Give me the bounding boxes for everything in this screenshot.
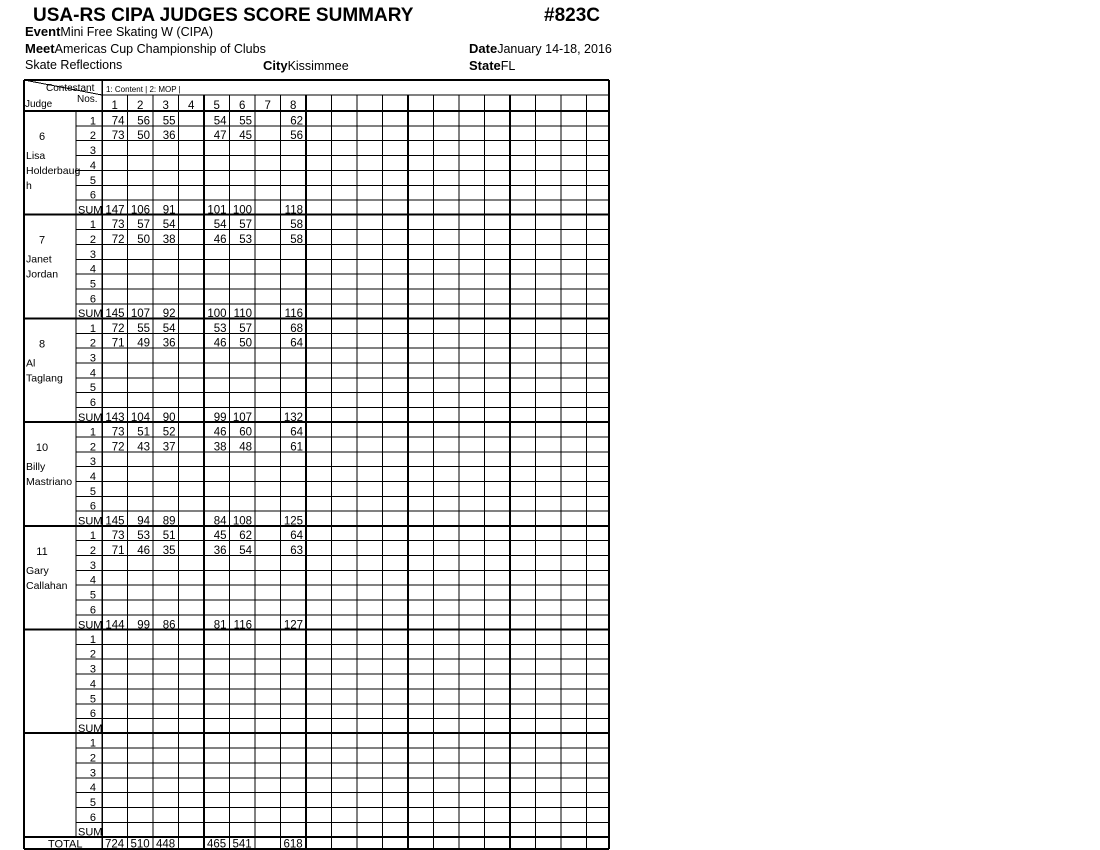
sum-cell: 110: [233, 308, 252, 321]
judge-number: 7: [38, 234, 46, 247]
sum-cell: 116: [233, 619, 252, 632]
date-value: January 14-18, 2016: [497, 42, 612, 56]
contestant-number: 3: [162, 100, 169, 112]
sum-cell: 86: [162, 619, 176, 632]
sum-cell: 107: [130, 308, 150, 321]
sum-label: SUM: [78, 826, 103, 839]
row-number: 3: [89, 559, 96, 572]
state-label: State: [469, 58, 501, 73]
row-number: 6: [89, 500, 96, 513]
judge-name: Gary: [26, 564, 49, 577]
score-cell: 36: [162, 337, 176, 350]
score-cell: 43: [137, 441, 150, 454]
score-cell: 63: [290, 545, 303, 557]
sum-cell: 116: [284, 308, 303, 321]
contestant-number: 8: [290, 100, 297, 112]
judge-name: Billy: [26, 461, 46, 474]
row-number: 4: [89, 367, 96, 380]
row-number: 1: [89, 219, 96, 232]
event-label: Event: [25, 24, 61, 39]
row-number: 2: [89, 648, 96, 661]
judge-name: Mastriano: [26, 476, 73, 489]
sum-cell: 107: [232, 411, 252, 424]
row-number: 5: [89, 796, 96, 809]
score-cell: 73: [111, 130, 125, 143]
corner-judge-label: Judge: [25, 99, 53, 110]
sum-cell: 145: [105, 515, 125, 528]
score-cell: 72: [111, 322, 125, 335]
sum-cell: 101: [207, 204, 227, 217]
total-cell: 541: [232, 838, 252, 850]
score-cell: 50: [137, 233, 150, 246]
row-number: 4: [89, 678, 96, 691]
judge-name: Taglang: [26, 372, 63, 385]
score-cell: 71: [111, 545, 125, 557]
event-value: Mini Free Skating W (CIPA): [60, 25, 213, 39]
sum-cell: 125: [283, 515, 303, 528]
contestant-number: 6: [239, 100, 246, 112]
score-cell: 45: [239, 130, 252, 143]
score-cell: 55: [239, 115, 252, 128]
score-cell: 55: [162, 115, 176, 128]
score-cell: 68: [290, 322, 303, 335]
total-cell: 510: [130, 838, 150, 850]
score-cell: 47: [213, 130, 227, 143]
contestant-number: 2: [137, 100, 144, 112]
judge-number: 8: [38, 338, 46, 351]
sum-cell: 89: [162, 515, 176, 528]
score-cell: 38: [162, 233, 176, 246]
date-label: Date: [469, 41, 498, 56]
form-number: #823C: [544, 5, 600, 26]
score-cell: 71: [111, 337, 125, 350]
score-cell: 64: [290, 426, 303, 439]
row-number: 6: [89, 293, 96, 306]
row-number: 6: [89, 811, 96, 824]
row-number: 3: [89, 456, 96, 469]
row-number: 1: [89, 530, 96, 543]
sum-cell: 81: [213, 619, 227, 632]
sum-label: SUM: [78, 411, 103, 424]
score-cell: 37: [162, 441, 176, 454]
sum-cell: 99: [137, 619, 150, 632]
row-number: 4: [89, 263, 96, 276]
row-number: 3: [89, 663, 96, 676]
sum-cell: 91: [162, 204, 176, 217]
judge-name: Jordan: [26, 268, 59, 281]
row-number: 2: [89, 130, 96, 143]
sum-label: SUM: [78, 515, 103, 528]
score-cell: 53: [239, 233, 252, 246]
row-number: 4: [89, 471, 96, 483]
row-number: 3: [89, 767, 96, 780]
row-number: 6: [89, 189, 96, 202]
score-cell: 38: [213, 441, 227, 454]
score-cell: 49: [137, 337, 150, 350]
score-cell: 50: [137, 130, 150, 143]
score-cell: 74: [111, 115, 125, 128]
score-cell: 51: [162, 530, 176, 543]
score-cell: 50: [239, 337, 252, 350]
score-cell: 58: [290, 233, 303, 246]
score-cell: 57: [137, 219, 150, 232]
row-number: 5: [89, 174, 96, 187]
state-value: FL: [500, 59, 516, 73]
contestant-number: 5: [213, 100, 220, 112]
row-number: 6: [89, 708, 96, 721]
judge-name: Janet: [26, 253, 52, 266]
score-cell: 46: [213, 233, 227, 246]
sum-cell: 127: [283, 619, 303, 632]
score-cell: 35: [162, 545, 176, 557]
score-cell: 73: [111, 426, 125, 439]
row-number: 3: [89, 352, 96, 365]
score-cell: 73: [111, 530, 125, 543]
contestant-number: 7: [264, 100, 271, 112]
judge-number: 10: [35, 442, 49, 455]
row-number: 5: [89, 693, 96, 706]
page-title: USA-RS CIPA JUDGES SCORE SUMMARY: [33, 5, 414, 26]
row-number: 6: [89, 604, 96, 617]
sum-label: SUM: [78, 619, 103, 632]
score-cell: 53: [213, 322, 227, 335]
row-number: 1: [89, 115, 96, 128]
club-name: Skate Reflections: [25, 58, 123, 72]
city-label: City: [263, 58, 288, 73]
row-number: 2: [89, 337, 96, 350]
total-cell: 724: [105, 838, 125, 850]
sum-cell: 90: [162, 411, 176, 424]
row-number: 3: [89, 248, 96, 261]
row-number: 6: [89, 397, 96, 409]
score-cell: 54: [213, 115, 227, 128]
sum-cell: 100: [207, 308, 227, 321]
score-cell: 54: [239, 545, 252, 557]
judge-name: Al: [26, 357, 36, 370]
score-cell: 73: [111, 219, 125, 232]
score-cell: 64: [290, 337, 303, 350]
row-number: 1: [89, 322, 96, 335]
score-cell: 56: [137, 115, 150, 128]
sum-cell: 92: [162, 308, 176, 321]
row-number: 5: [89, 485, 96, 498]
sum-cell: 94: [137, 515, 150, 528]
judge-number: 11: [36, 545, 48, 558]
score-cell: 46: [137, 545, 150, 557]
row-number: 4: [89, 159, 96, 172]
contestant-number: 1: [111, 100, 118, 112]
row-number: 2: [89, 441, 96, 454]
total-cell: 618: [283, 838, 303, 850]
score-cell: 54: [213, 219, 227, 232]
sum-cell: 108: [232, 515, 252, 528]
sum-cell: 99: [213, 411, 227, 424]
score-cell: 61: [290, 441, 303, 454]
row-number: 2: [89, 233, 96, 246]
score-cell: 46: [213, 337, 227, 350]
row-number: 5: [89, 382, 96, 395]
meet-value: Americas Cup Championship of Clubs: [54, 42, 266, 56]
total-cell: 448: [156, 838, 176, 850]
row-number: 2: [89, 752, 96, 765]
score-cell: 54: [162, 219, 176, 232]
score-cell: 45: [213, 530, 227, 543]
row-number: 3: [89, 145, 96, 158]
row-number: 1: [89, 737, 96, 750]
score-cell: 56: [290, 130, 303, 143]
row-number: 1: [89, 426, 96, 439]
judge-name: Holderbaug: [26, 165, 81, 177]
sum-cell: 147: [105, 204, 125, 217]
sum-cell: 118: [284, 204, 303, 217]
score-cell: 51: [137, 426, 150, 439]
score-cell: 55: [137, 322, 150, 335]
sum-cell: 104: [130, 411, 150, 424]
score-cell: 54: [162, 322, 176, 335]
sum-label: SUM: [78, 722, 103, 735]
row-number: 4: [89, 574, 96, 587]
sum-cell: 144: [105, 619, 125, 632]
score-cell: 72: [111, 233, 125, 246]
score-cell: 36: [162, 130, 176, 143]
score-cell: 36: [213, 545, 227, 557]
meet-label: Meet: [25, 41, 55, 56]
score-cell: 72: [111, 441, 125, 454]
score-cell: 62: [290, 115, 303, 128]
row-number: 1: [89, 633, 96, 646]
score-cell: 57: [239, 219, 252, 232]
row-number: 2: [89, 545, 96, 557]
city-value: Kissimmee: [287, 59, 349, 73]
sum-cell: 100: [232, 204, 252, 217]
score-cell: 52: [162, 426, 176, 439]
judge-number: 6: [38, 131, 46, 143]
sum-cell: 145: [105, 308, 125, 321]
row-number: 4: [89, 782, 96, 795]
judge-name: Lisa: [26, 150, 46, 162]
score-cell: 64: [290, 530, 303, 543]
row-number: 5: [89, 589, 96, 602]
sum-cell: 143: [105, 411, 125, 424]
score-cell: 62: [239, 530, 252, 543]
judge-name: h: [26, 180, 32, 192]
score-cell: 46: [213, 426, 227, 439]
sum-cell: 132: [283, 411, 303, 424]
score-cell: 48: [239, 441, 252, 454]
contestant-number: 4: [188, 100, 195, 112]
row-number: 5: [89, 278, 96, 291]
score-cell: 57: [239, 322, 252, 335]
sum-label: SUM: [78, 308, 103, 321]
sum-label: SUM: [78, 204, 103, 217]
sum-cell: 106: [130, 204, 150, 217]
score-cell: 58: [290, 219, 303, 232]
legend-text: 1: Content | 2: MOP |: [106, 85, 181, 94]
total-label: TOTAL: [48, 838, 83, 850]
corner-nos-label: Nos.: [77, 94, 98, 105]
total-cell: 465: [207, 838, 227, 850]
score-cell: 60: [239, 426, 252, 439]
judge-name: Callahan: [26, 579, 68, 592]
score-cell: 53: [137, 530, 150, 543]
corner-contestant-label: Contestant: [46, 83, 95, 94]
sum-cell: 84: [213, 515, 227, 528]
